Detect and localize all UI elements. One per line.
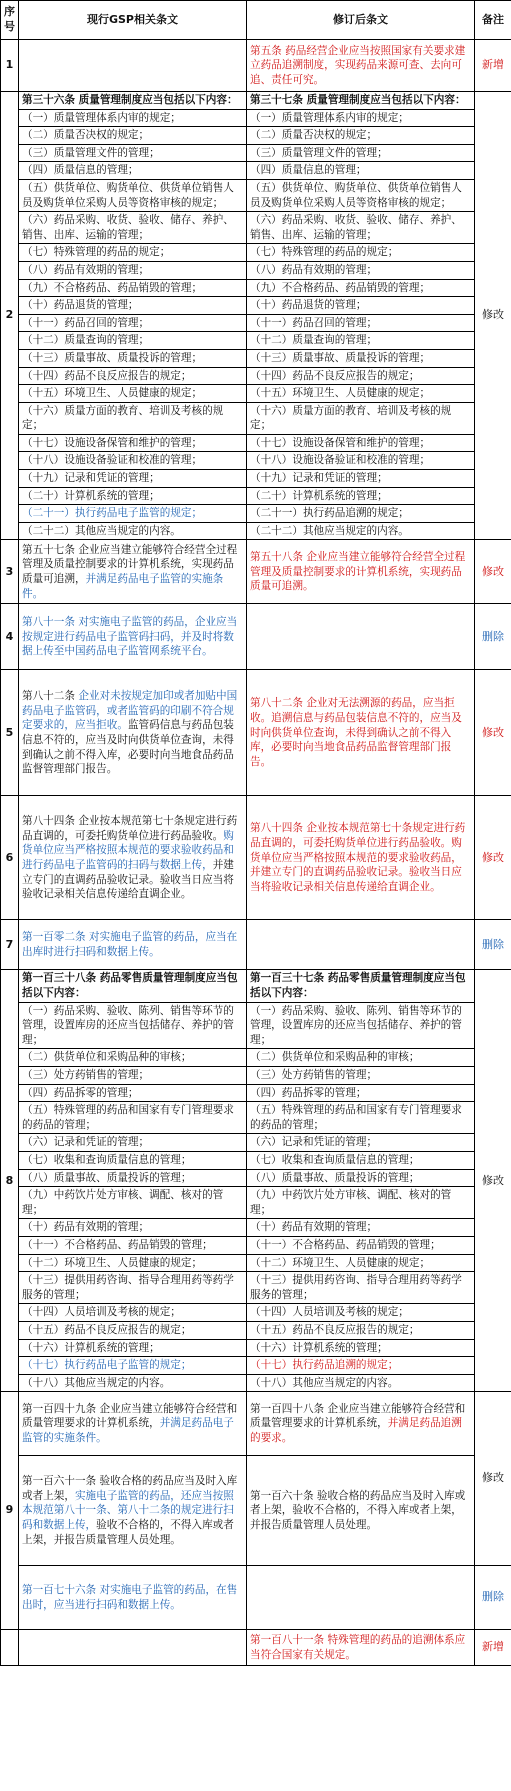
clause-list xyxy=(19,110,246,540)
clause-item: （四）质量信息的管理； xyxy=(247,162,474,180)
clause-item: （十一）不合格药品、药品销毁的管理； xyxy=(247,1237,474,1255)
clause-item: （二十二）其他应当规定的内容。 xyxy=(250,524,409,537)
row-seq: 5 xyxy=(1,670,19,796)
clause-item: （二）质量否决权的规定； xyxy=(19,127,246,145)
clause-item: （九）不合格药品、药品销毁的管理； xyxy=(247,280,474,298)
clause-item: （二十）计算机系统的管理； xyxy=(19,488,246,506)
revised-text: 第五条 药品经营企业应当按照国家有关要求建立药品追溯制度，实现药品来源可查、去向可追、责任可究。 xyxy=(247,40,475,92)
clause-list xyxy=(19,1003,246,1392)
clause-item: （二十二）其他应当规定的内容。 xyxy=(22,524,181,537)
article-heading: 第三十六条 质量管理制度应当包括以下内容： xyxy=(19,92,246,110)
clause-item: （一）质量管理体系内审的规定； xyxy=(247,110,474,128)
revised-text xyxy=(247,1566,475,1630)
clause-item: （六）药品采购、收货、验收、储存、养护、销售、出库、运输的管理； xyxy=(247,212,474,244)
current-text xyxy=(19,1456,247,1566)
text-segment: 第五十七条 企业应当建立能够符合经营全过程管理及质量控制要求的计算机系统，实现药品质量可追溯， xyxy=(22,543,238,585)
revised-text: 第八十二条 企业对无法溯源的药品，应当拒收。追溯信息与药品包装信息不符的，应当及时向供货单位查询，未得到确认之前不得入库，必要时向当地食品药品监督管理部门报告。 xyxy=(247,670,475,796)
clause-item: （十一）不合格药品、药品销毁的管理； xyxy=(19,1237,246,1255)
clause-item: （二）供货单位和采购品种的审核； xyxy=(247,1049,474,1067)
clause-item: （十三）提供用药咨询、指导合理用药等药学服务的管理； xyxy=(247,1272,474,1304)
text-segment: 第一百四十八条 企业应当建立能够符合经营和质量管理要求的计算机系统， xyxy=(250,1402,466,1430)
table-row xyxy=(1,1566,511,1630)
table-row xyxy=(1,40,511,92)
clause-item: （十三）提供用药咨询、指导合理用药等药学服务的管理； xyxy=(19,1272,246,1304)
clause-item: （六）记录和凭证的管理； xyxy=(247,1134,474,1152)
clause-item: （十四）人员培训及考核的规定； xyxy=(247,1304,474,1322)
row-note: 新增 xyxy=(475,40,511,92)
clause-item: （五）供货单位、购货单位、供货单位销售人员及购货单位采购人员等资格审核的规定； xyxy=(19,180,246,212)
clause-item: （七）收集和查询质量信息的管理； xyxy=(247,1152,474,1170)
clause-item: （十四）药品不良反应报告的规定； xyxy=(247,368,474,386)
revised-text: 第八十四条 企业按本规范第七十条规定进行药品直调的，可委托购货单位进行药品验收。购货单位应当严格按照本规范的要求验收药品，并建立专门的直调药品验收记录。验收当日应当将验收记录相关信息传递给直调企业。 xyxy=(247,796,475,920)
revised-text xyxy=(247,1392,475,1456)
revised-text xyxy=(247,970,475,1392)
row-seq: 1 xyxy=(1,40,19,92)
row-seq: 6 xyxy=(1,796,19,920)
clause-item: （一）药品采购、验收、陈列、销售等环节的管理，设置库房的还应当包括储存、养护的管理； xyxy=(19,1003,246,1050)
clause-item: （二十一）执行药品电子监管的规定； xyxy=(19,505,246,523)
table-row xyxy=(1,604,511,670)
clause-item: （八）质量事故、质量投诉的管理； xyxy=(247,1170,474,1188)
text-segment: 验收不合格的，不得入库或者上架，并报告质量管理人员处理。 xyxy=(22,1519,234,1546)
clause-item: （三）质量管理文件的管理； xyxy=(247,145,474,163)
clause-item: （七）收集和查询质量信息的管理； xyxy=(19,1152,246,1170)
header-seq: 序号 xyxy=(1,1,19,40)
row-seq: 8 xyxy=(1,970,19,1392)
clause-item: （十一）药品召回的管理； xyxy=(19,315,246,333)
clause-item: （四）药品拆零的管理； xyxy=(19,1085,246,1103)
clause-item: （十五）药品不良反应报告的规定； xyxy=(247,1322,474,1340)
row-seq xyxy=(1,1630,19,1666)
clause-item: （九）中药饮片处方审核、调配、核对的管理； xyxy=(247,1187,474,1219)
clause-item: （十）药品退货的管理； xyxy=(19,297,246,315)
current-text xyxy=(19,1392,247,1456)
revised-text xyxy=(247,920,475,970)
text-segment: 购货单位应当严格按照本规范的要求验收药品和进行药品电子监管码的扫码与数据上传， xyxy=(22,829,234,871)
clause-item: （二十）计算机系统的管理； xyxy=(247,488,474,506)
clause-item: （七）特殊管理的药品的规定； xyxy=(19,244,246,262)
clause-item: （十）药品有效期的管理； xyxy=(247,1219,474,1237)
clause-item: （十八）其他应当规定的内容。 xyxy=(250,1376,399,1389)
clause-item: （三）处方药销售的管理； xyxy=(19,1067,246,1085)
current-text xyxy=(19,796,247,920)
row-seq: 4 xyxy=(1,604,19,670)
row-note: 修改 xyxy=(475,796,511,920)
clause-item: （四）质量信息的管理； xyxy=(19,162,246,180)
text-segment: 第八十二条 xyxy=(22,690,79,703)
clause-item: （十一）药品召回的管理； xyxy=(247,315,474,333)
clause-item: （十四）人员培训及考核的规定； xyxy=(19,1304,246,1322)
clause-item: （二十一）执行药品追溯的规定； xyxy=(247,505,474,523)
text-segment: 第一百六十一条 验收合格的药品应当及时入库或者上架， xyxy=(22,1475,238,1502)
clause-item: （五）供货单位、购货单位、供货单位销售人员及购货单位采购人员等资格审核的规定； xyxy=(247,180,474,212)
text-segment: 企业对未按规定加印或者加贴中国药品电子监管码，或者监管码的印刷不符合规定要求的，应当拒收。 xyxy=(22,690,238,732)
clause-item: （十五）环境卫生、人员健康的规定； xyxy=(247,385,474,403)
text-segment: 并建立专门的直调药品验收记录。验收当日应当将验收记录相关信息传递给直调企业。 xyxy=(22,858,234,901)
clause-item: （二）质量否决权的规定； xyxy=(247,127,474,145)
current-text: 第一百七十六条 对实施电子监管的药品，在售出时，应当进行扫码和数据上传。 xyxy=(19,1566,247,1630)
text-segment: 第一百四十九条 企业应当建立能够符合经营和质量管理要求的计算机系统， xyxy=(22,1402,238,1430)
row-note: 删除 xyxy=(475,920,511,970)
revised-text: 第一百八十一条 特殊管理的药品的追溯体系应当符合国家有关规定。 xyxy=(247,1630,475,1666)
clause-item: （十五）环境卫生、人员健康的规定； xyxy=(19,385,246,403)
clause-item: （十四）药品不良反应报告的规定； xyxy=(19,368,246,386)
row-note: 修改 xyxy=(475,1392,511,1566)
clause-item: （十八）其他应当规定的内容。 xyxy=(22,1376,171,1389)
clause-item: （一）质量管理体系内审的规定； xyxy=(19,110,246,128)
row-seq: 2 xyxy=(1,92,19,540)
current-text xyxy=(19,92,247,540)
text-segment: 并满足药品电子监管的实施条件。 xyxy=(22,1417,234,1445)
text-segment: 并满足药品电子监管的实施条件。 xyxy=(22,572,224,600)
header-current: 现行GSP相关条文 xyxy=(19,1,247,40)
clause-item: （九）中药饮片处方审核、调配、核对的管理； xyxy=(19,1187,246,1219)
row-seq: 9 xyxy=(1,1392,19,1630)
revised-text: 第五十八条 企业应当建立能够符合经营全过程管理及质量控制要求的计算机系统，实现药品质量可追溯。 xyxy=(247,540,475,604)
current-text xyxy=(19,40,247,92)
header-revised: 修订后条文 xyxy=(247,1,475,40)
clause-item: （十）药品退货的管理； xyxy=(247,297,474,315)
current-text xyxy=(19,1630,247,1666)
clause-item: （三）处方药销售的管理； xyxy=(247,1067,474,1085)
clause-item: （十二）环境卫生、人员健康的规定； xyxy=(247,1255,474,1273)
clause-item: （十七）设施设备保管和维护的管理； xyxy=(19,435,246,453)
clause-item: （一）药品采购、验收、陈列、销售等环节的管理，设置库房的还应当包括储存、养护的管理； xyxy=(247,1003,474,1050)
table-header-row xyxy=(1,1,511,40)
clause-item: （十八）设施设备验证和校准的管理； xyxy=(19,452,246,470)
clause-item: （十三）质量事故、质量投诉的管理； xyxy=(19,350,246,368)
table-row xyxy=(1,670,511,796)
clause-list xyxy=(247,110,474,540)
clause-item: （五）特殊管理的药品和国家有专门管理要求的药品的管理； xyxy=(19,1102,246,1134)
text-segment: 实施电子监管的药品，还应当按照本规范第八十一条、第八十二条的规定进行扫码和数据上传， xyxy=(22,1489,234,1532)
row-note: 新增 xyxy=(475,1630,511,1666)
header-note: 备注 xyxy=(475,1,511,40)
row-note: 修改 xyxy=(475,540,511,604)
clause-list xyxy=(247,1003,474,1392)
row-note: 修改 xyxy=(475,670,511,796)
clause-item: （六）记录和凭证的管理； xyxy=(19,1134,246,1152)
row-note: 修改 xyxy=(475,92,511,540)
table-row xyxy=(1,1456,511,1566)
current-text xyxy=(19,670,247,796)
table-row xyxy=(1,796,511,920)
clause-item: （八）药品有效期的管理； xyxy=(247,262,474,280)
clause-item: （二）供货单位和采购品种的审核； xyxy=(19,1049,246,1067)
clause-item: （十六）计算机系统的管理； xyxy=(19,1340,246,1358)
clause-item: （四）药品拆零的管理； xyxy=(247,1085,474,1103)
clause-item: （十二）质量查询的管理； xyxy=(19,332,246,350)
clause-item: （十三）质量事故、质量投诉的管理； xyxy=(247,350,474,368)
clause-item: （十六）质量方面的教育、培训及考核的规定； xyxy=(247,403,474,435)
table-row xyxy=(1,1630,511,1666)
clause-item: （十五）药品不良反应报告的规定； xyxy=(19,1322,246,1340)
revised-text xyxy=(247,92,475,540)
clause-item: （七）特殊管理的药品的规定； xyxy=(247,244,474,262)
clause-item: （九）不合格药品、药品销毁的管理； xyxy=(19,280,246,298)
clause-item: （十）药品有效期的管理； xyxy=(19,1219,246,1237)
row-seq: 3 xyxy=(1,540,19,604)
clause-item: （十七）设施设备保管和维护的管理； xyxy=(247,435,474,453)
row-note: 删除 xyxy=(475,604,511,670)
revised-text xyxy=(247,604,475,670)
current-text: 第八十一条 对实施电子监管的药品，企业应当按规定进行药品电子监管码扫码，并及时将数据上传至中国药品电子监管网系统平台。 xyxy=(19,604,247,670)
row-note: 修改 xyxy=(475,970,511,1392)
clause-item: （十二）环境卫生、人员健康的规定； xyxy=(19,1255,246,1273)
table-row xyxy=(1,540,511,604)
text-segment: 第八十四条 企业按本规范第七十条规定进行药品直调的，可委托购货单位进行药品验收。 xyxy=(22,815,238,842)
current-text xyxy=(19,970,247,1392)
clause-item: （十六）质量方面的教育、培训及考核的规定； xyxy=(19,403,246,435)
table-row xyxy=(1,1392,511,1456)
table-row xyxy=(1,92,511,540)
clause-item: （三）质量管理文件的管理； xyxy=(19,145,246,163)
clause-item: （五）特殊管理的药品和国家有专门管理要求的药品的管理； xyxy=(247,1102,474,1134)
article-heading: 第一百三十七条 药品零售质量管理制度应当包括以下内容： xyxy=(247,970,474,1002)
text-segment: 监管码信息与药品包装信息不符的，应当及时向供货单位查询，未得到确认之前不得入库，必要时向当地食品药品监督管理部门报告。 xyxy=(22,719,234,776)
article-heading: 第一百三十八条 药品零售质量管理制度应当包括以下内容： xyxy=(19,970,246,1002)
article-heading: 第三十七条 质量管理制度应当包括以下内容： xyxy=(247,92,474,110)
clause-item: （十七）执行药品追溯的规定； xyxy=(247,1357,474,1375)
clause-item: （十二）质量查询的管理； xyxy=(247,332,474,350)
clause-item: （六）药品采购、收货、验收、储存、养护、销售、出库、运输的管理； xyxy=(19,212,246,244)
clause-item: （十七）执行药品电子监管的规定； xyxy=(19,1357,246,1375)
clause-item: （十八）设施设备验证和校准的管理； xyxy=(247,452,474,470)
row-seq: 7 xyxy=(1,920,19,970)
clause-item: （八）质量事故、质量投诉的管理； xyxy=(19,1170,246,1188)
row-note: 删除 xyxy=(475,1566,511,1630)
clause-item: （十九）记录和凭证的管理； xyxy=(247,470,474,488)
current-text xyxy=(19,540,247,604)
clause-item: （十六）计算机系统的管理； xyxy=(247,1340,474,1358)
revised-text: 第一百六十条 验收合格的药品应当及时入库或者上架，验收不合格的，不得入库或者上架，并报告质量管理人员处理。 xyxy=(247,1456,475,1566)
table-row xyxy=(1,970,511,1392)
table-row xyxy=(1,920,511,970)
clause-item: （十九）记录和凭证的管理； xyxy=(19,470,246,488)
text-segment: 并满足药品追溯的要求。 xyxy=(250,1417,462,1445)
current-text: 第一百零二条 对实施电子监管的药品，应当在出库时进行扫码和数据上传。 xyxy=(19,920,247,970)
clause-item: （八）药品有效期的管理； xyxy=(19,262,246,280)
